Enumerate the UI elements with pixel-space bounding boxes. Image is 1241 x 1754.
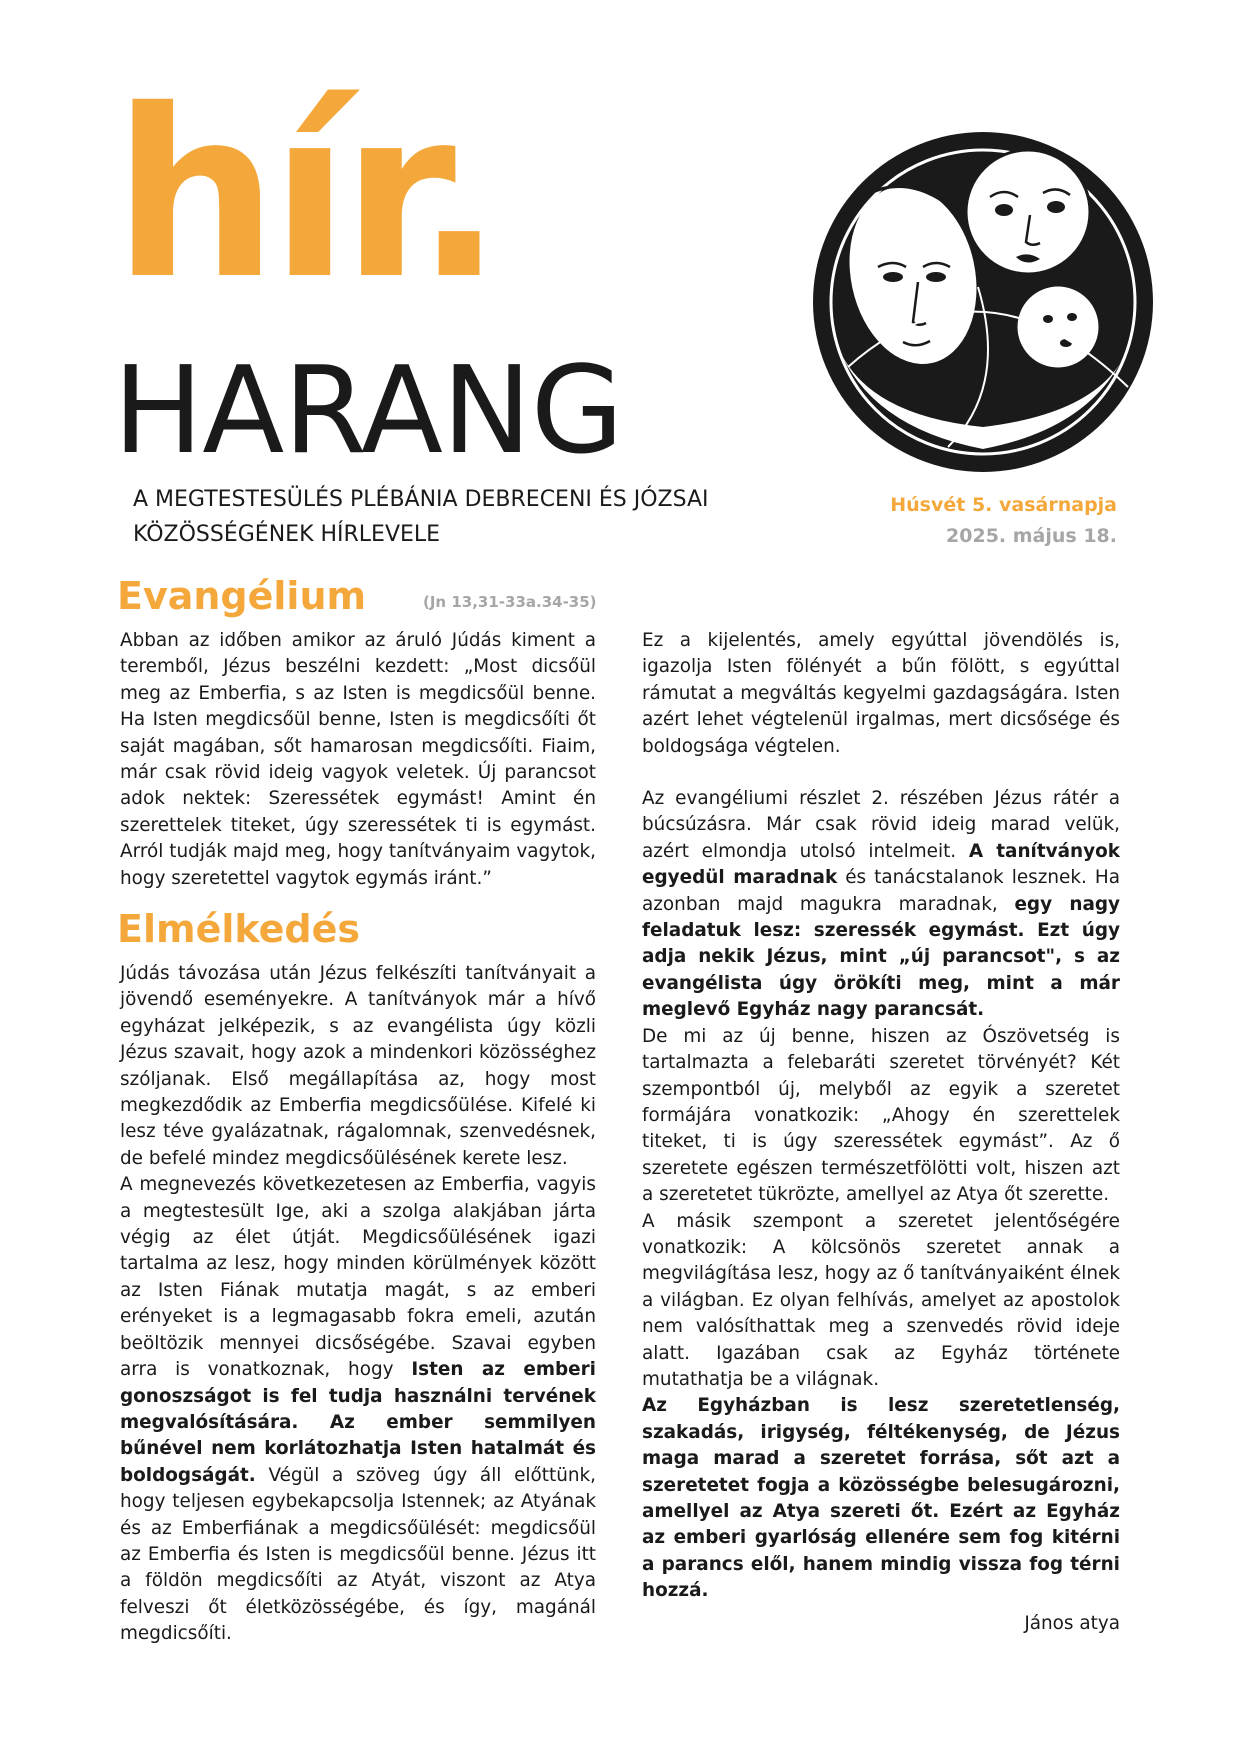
reflection-p2-emphasis: Isten az emberi gonoszságot is fel tudja használni tervének megvalósítására. Az ember semmilyen bűnével nem korlátozhatja Isten hatalmát és boldogságát. bbox=[120, 1359, 596, 1486]
issue-date: 2025. május 18. bbox=[946, 525, 1117, 547]
gospel-heading: Evangélium bbox=[117, 574, 367, 618]
reflection-paragraph-2 bbox=[120, 1172, 596, 1647]
reflection-paragraph-6: A másik szempont a szeretet jelentőségére vonatkozik: A kölcsönös szeretet annak a megvilágítása lesz, hogy az ő tanítványaiként élnek a világban. Ez olyan felhívás, amelyet az apostolok nem valósíthattak meg a szenvedés rövid ideje alatt. Igazában csak az Egyház története mutathatja be a világnak. bbox=[642, 1210, 1120, 1390]
reflection-paragraph-5: De mi az új benne, hiszen az Ószövetség is tartalmazta a felebaráti szeretet törvényét? Két szempontból új, melyből az egyik a szeretet formájára vonatkozik: „Ahogy én szerettelek titeket, ti is úgy szeressétek egymást”. Az ő szeretete egészen természetfölötti volt, hiszen azt a szeretetet tükrözte, amellyel az Atya őt szerette. bbox=[642, 1025, 1120, 1206]
reflection-heading: Elmélkedés bbox=[117, 907, 360, 951]
reflection-p2-text-a: A megnevezés következetesen az Emberfia, vagyis a megtestesült Ige, aki a szolga alakjában járta végig az élet útját. Megdicsőülésének igazi tartalma az lesz, hogy minden körülmények között az Isten Fiának mutatja magát, s az emberi erényeket is a legmagasabb fokra emeli, azután beöltözik mennyei dicsőségébe. Szavai egyben arra is vonatkoznak, hogy bbox=[120, 1174, 596, 1381]
reflection-paragraph-1: Júdás távozása után Jézus felkészíti tanítványait a jövendő eseményekre. A tanítványok már a hívő egyházat jelképezik, s az evangélista úgy közli Jézus szavait, hogy azok a mindenkori közösséghez szóljanak. Első megállapítása az, hogy most megkezdődik az Emberfia megdicsőülése. Kifelé ki lesz téve gyalázatnak, rágalomnak, szenvedésnek, de befelé mindez megdicsőülésének kerete lesz. bbox=[120, 963, 596, 1169]
reflection-paragraph-4 bbox=[642, 786, 1120, 1024]
reflection-p4-text-a: Az evangéliumi részlet 2. részében Jézus rátér a búcsúzásra. Már csak rövid ideig marad velük, azért elmondja utolsó intelmeit. bbox=[642, 788, 1120, 862]
reflection-left-column bbox=[120, 961, 596, 1648]
holy-family-circle-icon bbox=[808, 127, 1158, 477]
reflection-paragraph-3: Ez a kijelentés, amely egyúttal jövendölés is, igazolja Isten fölényét a bűn fölött, s egyúttal rámutat a megváltás kegyelmi gazdagságára. Isten azért lehet végtelenül irgalmas, mert dicsősége és boldogsága végtelen. bbox=[642, 630, 1120, 757]
reflection-p4-emphasis-1: A tanítványok egyedül maradnak bbox=[642, 840, 1120, 889]
reflection-p4-emphasis-2: egy nagy feladatuk lesz: szeressék egymást. Ezt úgy adja nekik Jézus, mint „új parancsot", s az evangélista úgy örökíti meg, mint a már meglevő Egyház nagy parancsát. bbox=[642, 893, 1121, 1021]
masthead-title-harang: HARANG bbox=[113, 342, 623, 481]
subtitle-line-2: KÖZÖSSÉGÉNEK HÍRLEVELE bbox=[133, 522, 441, 547]
gospel-reference: (Jn 13,31-33a.34-35) bbox=[423, 593, 597, 611]
masthead-title-hir: hír. bbox=[113, 60, 496, 330]
reflection-p4-text-b: és tanácstalanok lesznek. Ha azonban majd magukra maradnak, bbox=[642, 867, 1120, 915]
reflection-p2-text-b: Végül a szöveg úgy áll előttünk, hogy teljesen egybekapcsolja Istennek; az Atyának és az Emberfiának a megdicsőülését: megdicsőül az Emberfia és Isten is megdicsőül benne. Jézus itt a földön megdicsőíti az Atyát, viszont az Atya felveszi őt életközösségébe, és így, magánál megdicsőíti. bbox=[120, 1464, 596, 1645]
signature: János atya bbox=[1024, 1612, 1120, 1634]
newsletter-subtitle bbox=[133, 482, 773, 552]
reflection-right-column bbox=[642, 628, 1120, 1637]
issue-info bbox=[890, 490, 1117, 552]
gospel-paragraph: Abban az időben amikor az áruló Júdás kiment a teremből, Jézus beszélni kezdett: „Most dicsőül meg az Emberfia, s az Isten is megdicsőül benne. Ha Isten megdicsőül benne, Isten is megdicsőíti őt saját magában, sőt hamarosan megdicsőíti. Fiaim, már csak rövid ideig vagyok veletek. Új parancsot adok nektek: Szeressétek egymást! Amint én szerettelek titeket, úgy szeressétek ti is egymást. Arról tudják majd meg, hogy tanítványaim vagytok, hogy szeretettel vagytok egymás iránt.” bbox=[120, 630, 596, 889]
reflection-paragraph-7: Az Egyházban is lesz szeretetlenség, szakadás, irigység, féltékenység, de Jézus maga marad a szeretet forrása, sőt azt a szeretetet fogja a közösségbe belesugározni, amellyel az Atya szereti őt. Ezért az Egyház az emberi gyarlóság ellenére sem fog kitérni a parancs elől, hanem mindig vissza fog térni hozzá. bbox=[642, 1395, 1120, 1602]
subtitle-line-1: A MEGTESTESÜLÉS PLÉBÁNIA DEBRECENI ÉS JÓZSAI bbox=[133, 487, 709, 512]
feast-label: Húsvét 5. vasárnapja bbox=[890, 494, 1117, 516]
gospel-text-block bbox=[120, 628, 596, 892]
